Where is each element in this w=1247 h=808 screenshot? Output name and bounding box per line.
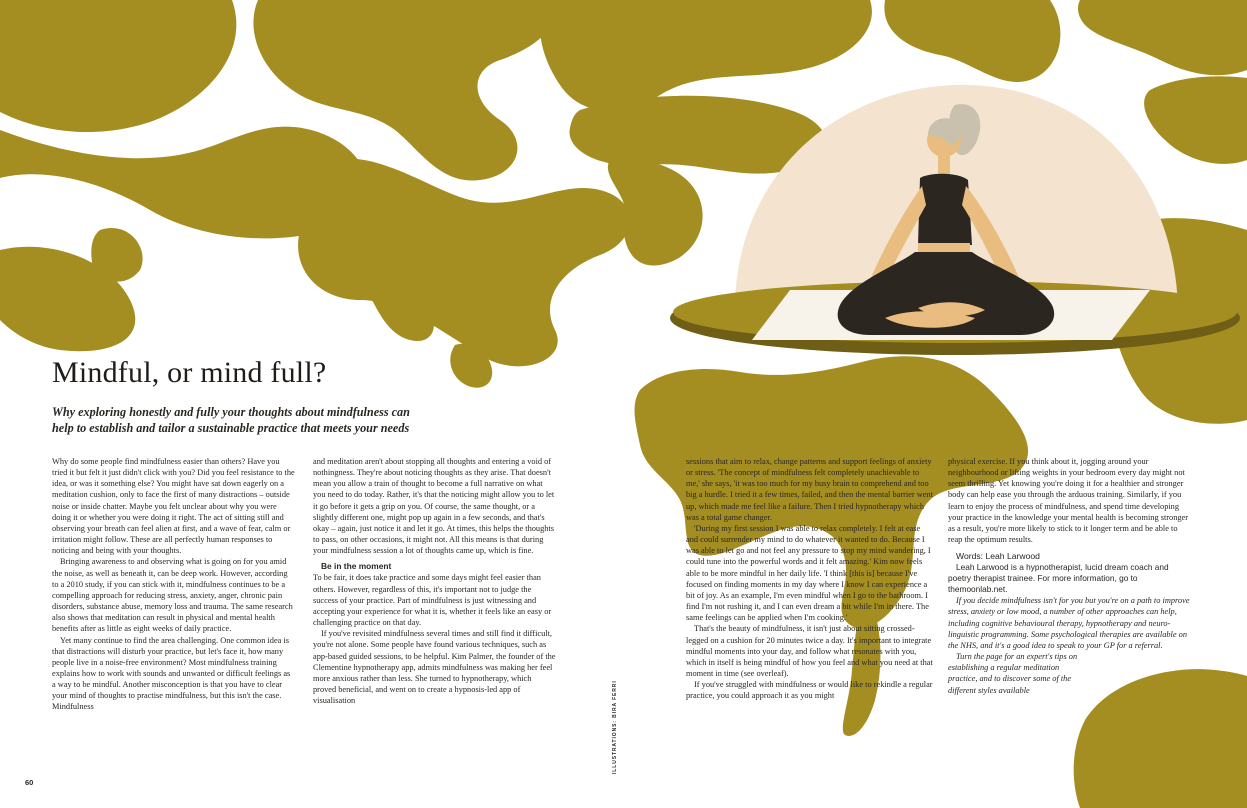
body-paragraph: If you've revisited mindfulness several times and still find it difficult, you're not alone. Some people have found various techniques, such as app-based guided sessions, to be helpful. Kim Palmer, the founder of the Clementine hypnotherapy app, admits mindfulness was making her feel more anxious rather than less. She turned to hypnotherapy, which proved beneficial, and went on to create a hypnosis-led app of visualisation — [313, 629, 556, 706]
organic-blob-shape — [91, 228, 142, 282]
organic-blob-shape — [884, 0, 1060, 82]
body-paragraph: That's the beauty of mindfulness, it isn't just about sitting crossed-legged on a cushion for 20 minutes twice a day. It's important to integrate mindful moments into your day, and follow what resonates with you, which in itself is being mindful of how you feel and what you need at that moment in time (see overleaf). — [686, 624, 933, 678]
body-paragraph: 'During my first session I was able to relax completely. I felt at ease and could surrender my mind to do whatever it wanted to do. Because I was able to let go and not feel any pressure to stop my mind wandering, I could tune into the powerful words and it felt amazing.' Kim now feels able to be more mindful in her daily life. 'I think [this is] because I've focused on finding moments in my day where I know I can experience a bit of joy. As an example, I'm even mindful when I go to the bathroom. I find I'm not rushing it, and I can even dream a bit while I'm in there. The same feelings can be applied when I'm cooking.' — [686, 523, 931, 623]
organic-blob-shape — [570, 96, 826, 174]
next-page-teaser: Turn the page for an expert's tips on establishing a regular meditation practice, and to discover some of the different styles available — [948, 652, 1078, 695]
body-paragraph: Why do some people find mindfulness easier than others? Have you tried it but felt it just didn't click with you? Did you feel resistance to the idea, or was it something else? You might have sat down eagerly on a meditation cushion, only to face the first of many distractions – outside noise or inside chatter. Maybe you felt unclear about why you were doing it or whether you were doing it right. The act of sitting still and observing your breath can feel alien at first, and a wave of fear, calm or irritation might follow. These are all perfectly human responses to noticing and being with your thoughts. — [52, 457, 295, 556]
organic-blob-shape — [1078, 0, 1247, 75]
page-title: Mindful, or mind full? — [52, 356, 327, 389]
body-paragraph: Bringing awareness to and observing what is going on for you amid the noise, as well as beneath it, can be deep work. However, according to a 2010 study, if you can stick with it, mindfulness continues to be a compelling approach for reducing stress, anxiety, anger, chronic pain disorders, substance abuse, memory loss and trauma. The same research also shows that meditation can result in physical and mental health benefits after as little as eight weeks of daily practice. — [52, 557, 293, 634]
standfirst: Why exploring honestly and fully your thoughts about mindfulness can help to establish and tailor a sustainable practice that meets your needs — [52, 405, 410, 435]
byline-text: Leah Larwood is a hypnotherapist, lucid dream coach and poetry therapist trainee. For more information, go to themoonlab.net. — [948, 562, 1169, 595]
page-number: 60 — [25, 778, 34, 787]
article-column-1 — [52, 456, 295, 713]
body-paragraph: Yet many continue to find the area challenging. One common idea is that distractions will disturb your practice, but let's face it, how many people live in a noise-free environment? Most mindfulness training explains how to work with sounds and unwanted or difficult feelings as a way to be mindful. Another misconception is that you have to clear your mind of thoughts to practise mindfulness, but this isn't the case. Mindfulness — [52, 635, 291, 712]
organic-blob-shape — [298, 158, 630, 366]
subheading: Be in the moment — [321, 561, 392, 572]
article-column-2 — [313, 456, 556, 706]
body-paragraph: sessions that aim to relax, change patterns and support feelings of anxiety or stress. 'The concept of mindfulness felt completely unachievable to me,' she says, 'it was too much for my busy brain to comprehend and too big a hurdle. I tried it a few times, failed, and then the mental barrier went up, which made me feel like a failure. Then I tried hypnotherapy which was a total game changer. — [686, 457, 933, 522]
body-paragraph: If you've struggled with mindfulness or would like to rekindle a regular practice, you could approach it as you might — [686, 680, 933, 701]
info-note: If you decide mindfulness isn't for you but you're on a path to improve stress, anxiety or low mood, a number of other approaches can help, including cognitive behavioural therapy, hypnotherapy and neuro-linguistic programming. Some psychological therapies are available on the NHS, and it's a good idea to speak to your GP for a referral. — [948, 596, 1190, 650]
byline-title: Words: Leah Larwood — [956, 551, 1040, 562]
organic-blob-shape — [1144, 76, 1247, 164]
body-paragraph: To be fair, it does take practice and some days might feel easier than others. However, regardless of this, it's important not to judge the success of your practice. Part of mindfulness is just witnessing and accepting your experience for what it is, whether it feels like an easy or challenging practice on that day. — [313, 573, 552, 628]
article-column-4 — [948, 456, 1190, 696]
body-paragraph: physical exercise. If you think about it, jogging around your neighbourhood or lifting weights in your bedroom every day might not seem thrilling. Yet knowing you're doing it for a healthier and stronger body can help ease you through the arduous training. Similarly, if you learn to enjoy the process of mindfulness, and spend time developing your practice in the knowledge your mental health is becoming stronger as a result, you're more likely to stick to it longer term and be able to reap the optimum results. — [948, 457, 1189, 545]
organic-blob-shape — [540, 0, 872, 111]
body-paragraph: and meditation aren't about stopping all thoughts and entering a void of nothingness. They're about noticing thoughts as they arise. That doesn't mean you allow a train of thought to become a full narrative on what you need to do today. Rather, it's that the noticing might allow you to let it go before it gets a grip on you. Of course, the same thought, or a slightly different one, might pop up again in a few seconds, and that's okay – again, just notice it and let it go. At times, this helps the thoughts to pass, on other occasions, it might not. All this means is that during your mindfulness session a lot of thoughts came up, which is fine. — [313, 457, 555, 556]
article-column-3 — [686, 456, 934, 701]
illustration-credit: ILLUSTRATIONS: BIRA FERRI — [612, 680, 618, 774]
